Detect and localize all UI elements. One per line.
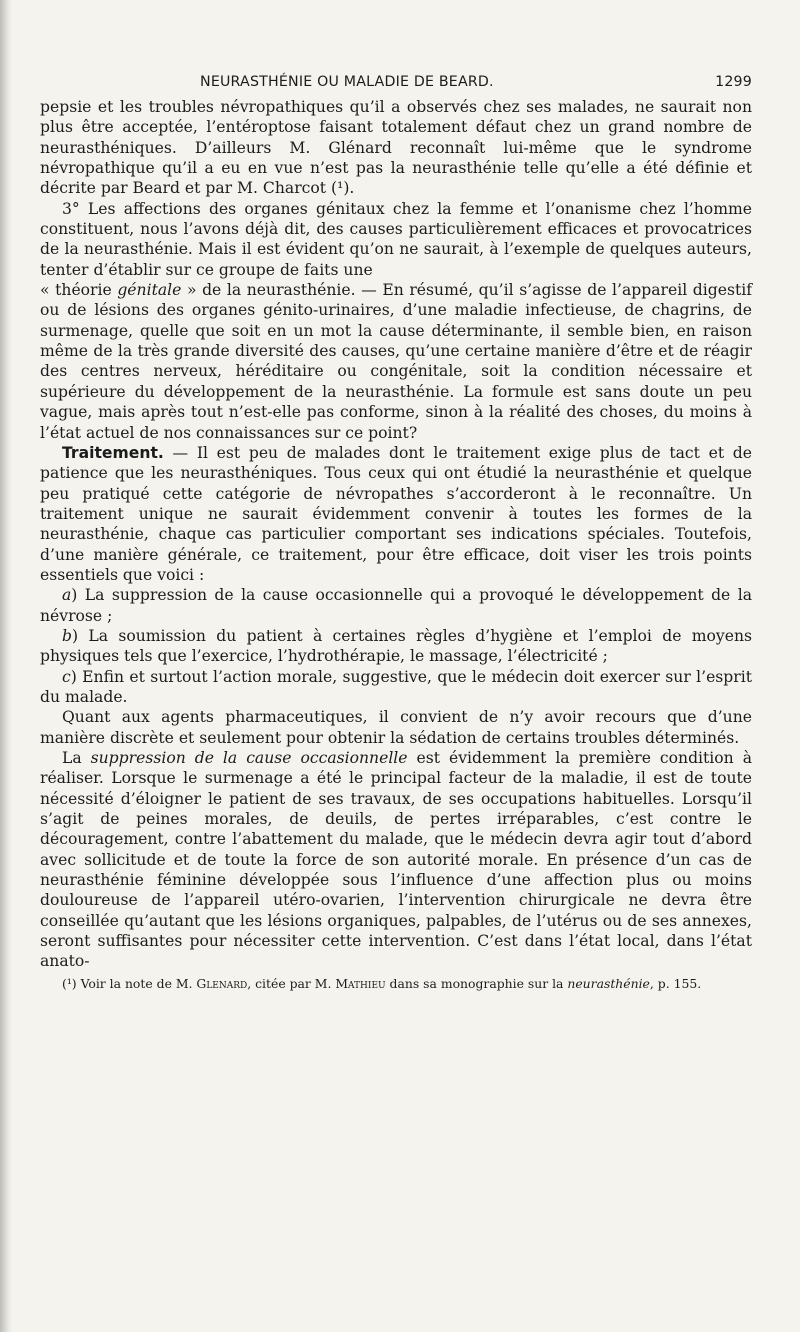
list-item: b) La soumission du patient à certaines règles d’hygiène et l’emploi de moyens physiques tels que l’exercice, l’hydrothérapie, le massage, l’électricité ; <box>40 626 752 666</box>
running-title: NEURASTHÉNIE OU MALADIE DE BEARD. <box>200 74 494 90</box>
list-item: a) La suppression de la cause occasionnelle qui a provoqué le développement de la névrose ; <box>40 586 752 625</box>
section-heading: Traitement. <box>62 443 164 462</box>
paragraph-traitement: Traitement. — Il est peu de malades dont le traitement exige plus de tact et de patience que les neurasthéniques. Tous ceux qui ont étudié la neurasthénie et quelque peu pratiqué cette catégorie de névropathes s’accorderont à le reconnaître. Un traitement unique ne saurait évidemment convenir à toutes les formes de la neurasthénie, chaque cas particulier comportant ses indications spéciales. Toutefois, d’une manière générale, ce traitement, pour être efficace, doit viser les trois points essentiels que voici : <box>40 443 752 584</box>
page-header <box>40 74 752 96</box>
footnotes <box>40 976 752 992</box>
book-page <box>40 74 752 992</box>
paragraph-agents: Quant aux agents pharmaceutiques, il convient de n’y avoir recours que d’une manière discrète et seulement pour obtenir la sédation de certains troubles déterminés. <box>40 708 752 747</box>
footnote: (¹) Voir la note de M. Glenard, citée par M. Mathieu dans sa monographie sur la neurasthénie, p. 155. <box>62 975 702 991</box>
list-item: c) Enfin et surtout l’action morale, suggestive, que le médecin doit exercer sur l’esprit du malade. <box>40 667 752 706</box>
paragraph-causes-genitales: 3° Les affections des organes génitaux chez la femme et l’onanisme chez l’homme constituent, nous l’avons déjà dit, des causes particulièrement efficaces et provocatrices de la neurasthénie. Mais il est évident qu’on ne saurait, à l’exemple de quelques auteurs, tenter d’établir sur ce groupe de faits une <box>40 199 752 279</box>
paragraph-suppression: La suppression de la cause occasionnelle est évidemment la première condition à réaliser. Lorsque le surmenage a été le principal facteur de la maladie, il est de toute nécessité d’éloigner le patient de ses travaux, de ses occupations habituelles. Lorsqu’il s’agit de peines morales, de deuils, de pertes irréparables, c’est contre le découragement, contre l’abattement du malade, que le médecin devra agir tout d’abord avec sollicitude et de toute la force de son autorité morale. En présence d’un cas de neurasthénie féminine développée sous l’influence d’une affection plus ou moins douloureuse de l’appareil utéro-ovarien, l’intervention chirurgicale ne devra être conseillée qu’autant que les lésions organiques, palpables, de l’utérus ou de ses annexes, seront suffisantes pour nécessiter cette intervention. C’est dans l’état local, dans l’état anato- <box>40 749 753 971</box>
page-number: 1299 <box>715 74 752 90</box>
body-text <box>40 97 752 972</box>
paragraph-continuation: pepsie et les troubles névropathiques qu’il a observés chez ses malades, ne saurait non plus être acceptée, l’entéroptose faisant totalement défaut chez un grand nombre de neurasthéniques. D’ailleurs M. Glénard reconnaît lui-même que le syndrome névropathique qu’il a eu en vue n’est pas la neurasthénie telle qu’elle a été définie et décrite par Beard et par M. Charcot (¹). <box>40 98 752 198</box>
scan-edge <box>0 0 12 1332</box>
paragraph-theorie: « théorie génitale » de la neurasthénie. — En résumé, qu’il s’agisse de l’appareil digestif ou de lésions des organes génito-urinaires, d’une maladie infectieuse, de chagrins, de surmenage, quelle que soit en un mot la cause déterminante, il semble bien, en raison même de la très grande diversité des causes, qu’une certaine manière d’être et de réagir des centres nerveux, héréditaire ou congénitale, soit la condition nécessaire et supérieure du développement de la neurasthénie. La formule est sans doute un peu vague, mais après tout n’est-elle pas conforme, sinon à la réalité des choses, du moins à l’état actuel de nos connaissances sur ce point? <box>40 281 752 442</box>
